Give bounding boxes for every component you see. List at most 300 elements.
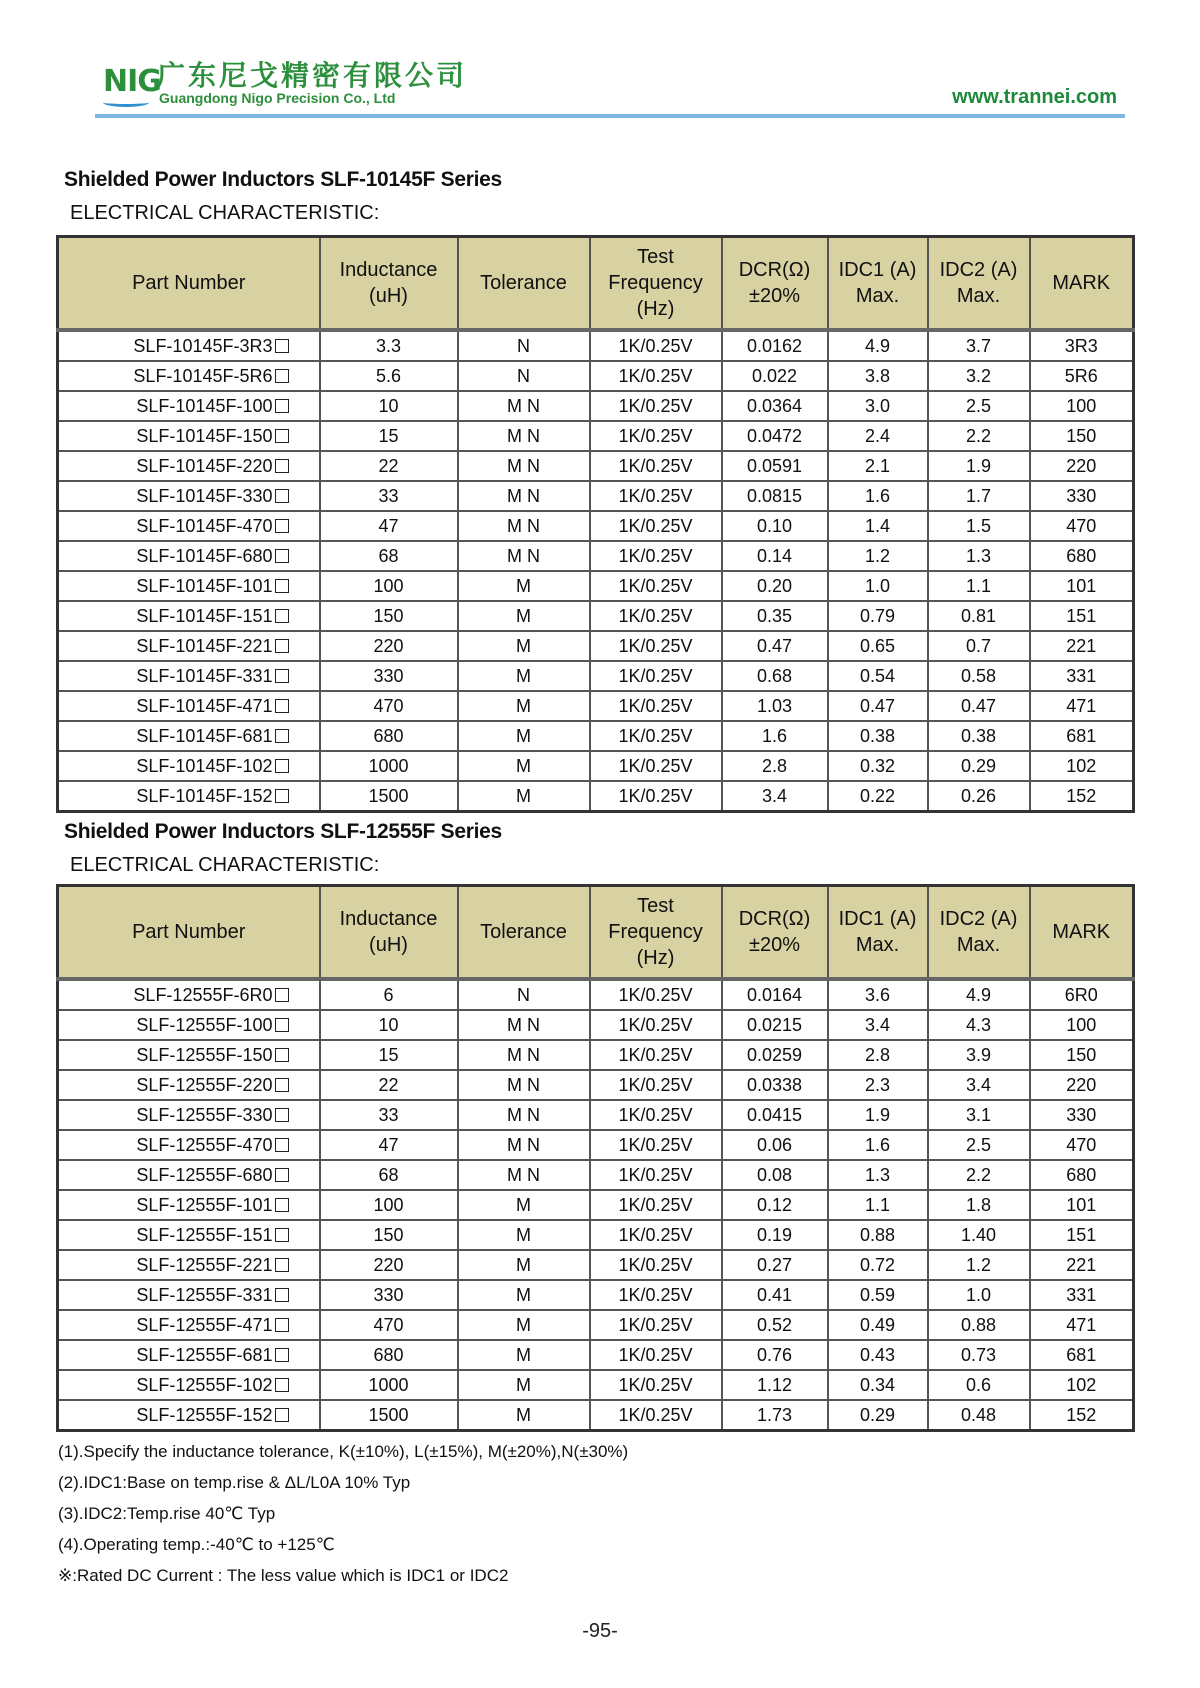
- table-cell: 2.3: [828, 1070, 928, 1100]
- table-cell: 0.0815: [722, 481, 828, 511]
- table-row: [58, 1310, 1134, 1340]
- table-row: [58, 1370, 1134, 1400]
- part-number-text: SLF-10145F-330: [136, 485, 273, 506]
- table-cell: 3.8: [828, 361, 928, 391]
- table-cell: 1K/0.25V: [590, 1040, 722, 1070]
- note-item: (1).Specify the inductance tolerance, K(±10%), L(±15%), M(±20%),N(±30%): [58, 1442, 629, 1461]
- table-row: [58, 571, 1134, 601]
- table-cell: 68: [320, 1160, 458, 1190]
- table-row: [58, 661, 1134, 691]
- table-cell: 0.0164: [722, 979, 828, 1010]
- table-cell: 1K/0.25V: [590, 1190, 722, 1220]
- part-number-cell: [58, 571, 320, 601]
- table-cell: 1K/0.25V: [590, 781, 722, 812]
- tolerance-code-checkbox-icon: [275, 639, 289, 653]
- table-cell: 1K/0.25V: [590, 571, 722, 601]
- part-number-text: SLF-12555F-330: [136, 1104, 273, 1125]
- table-cell: 0.0472: [722, 421, 828, 451]
- table-cell: 15: [320, 1040, 458, 1070]
- table-cell: N: [458, 330, 590, 361]
- table-cell: M N: [458, 451, 590, 481]
- table-cell: 150: [320, 601, 458, 631]
- table-cell: M: [458, 1310, 590, 1340]
- table-cell: M: [458, 661, 590, 691]
- table-cell: 1.3: [928, 541, 1030, 571]
- table-cell: 0.20: [722, 571, 828, 601]
- note-item: (4).Operating temp.:-40℃ to +125℃: [58, 1535, 335, 1554]
- table-cell: M N: [458, 421, 590, 451]
- table-cell: 1000: [320, 1370, 458, 1400]
- table-cell: 1500: [320, 1400, 458, 1431]
- logo-swoosh-icon: [103, 98, 149, 107]
- table-cell: 2.8: [722, 751, 828, 781]
- table-cell: 1K/0.25V: [590, 979, 722, 1010]
- table-cell: 2.4: [828, 421, 928, 451]
- tolerance-code-checkbox-icon: [275, 669, 289, 683]
- tolerance-code-checkbox-icon: [275, 1348, 289, 1362]
- table-row: [58, 1070, 1134, 1100]
- table-cell: M: [458, 781, 590, 812]
- website-link[interactable]: www.trannei.com: [952, 86, 1117, 108]
- table-cell: 1.9: [828, 1100, 928, 1130]
- table-row: [58, 421, 1134, 451]
- table-cell: 0.0591: [722, 451, 828, 481]
- table-cell: 1K/0.25V: [590, 421, 722, 451]
- part-number-text: SLF-12555F-680: [136, 1164, 273, 1185]
- part-number-cell: [58, 1370, 320, 1400]
- table-cell: 1K/0.25V: [590, 691, 722, 721]
- table-cell: 1K/0.25V: [590, 1250, 722, 1280]
- tolerance-code-checkbox-icon: [275, 729, 289, 743]
- table-row: [58, 481, 1134, 511]
- table-cell: 1.9: [928, 451, 1030, 481]
- part-number-text: SLF-10145F-101: [136, 575, 273, 596]
- part-number-text: SLF-10145F-331: [136, 665, 273, 686]
- table-cell: 0.0259: [722, 1040, 828, 1070]
- table-cell: 0.88: [828, 1220, 928, 1250]
- tolerance-code-checkbox-icon: [275, 489, 289, 503]
- part-number-cell: [58, 1100, 320, 1130]
- table-cell: 1K/0.25V: [590, 1010, 722, 1040]
- table-cell: 150: [320, 1220, 458, 1250]
- table-cell: 680: [320, 721, 458, 751]
- table-row: [58, 691, 1134, 721]
- table-cell: 101: [1030, 571, 1134, 601]
- table-cell: 1K/0.25V: [590, 451, 722, 481]
- note-item: (3).IDC2:Temp.rise 40℃ Typ: [58, 1504, 276, 1523]
- table-cell: 2.5: [928, 1130, 1030, 1160]
- table-cell: M N: [458, 511, 590, 541]
- column-header: IDC1 (A) Max.: [828, 886, 928, 980]
- table-cell: 3.4: [722, 781, 828, 812]
- table-cell: 681: [1030, 1340, 1134, 1370]
- table-cell: 1K/0.25V: [590, 1310, 722, 1340]
- table-cell: 1.6: [828, 481, 928, 511]
- table-cell: 0.0338: [722, 1070, 828, 1100]
- table-cell: 0.81: [928, 601, 1030, 631]
- part-number-text: SLF-10145F-3R3: [133, 335, 273, 356]
- table-cell: 1K/0.25V: [590, 1280, 722, 1310]
- table-cell: 22: [320, 1070, 458, 1100]
- note-item: ※:Rated DC Current : The less value which is IDC1 or IDC2: [58, 1566, 509, 1585]
- part-number-text: SLF-12555F-470: [136, 1134, 273, 1155]
- table-row: [58, 751, 1134, 781]
- part-number-text: SLF-12555F-6R0: [133, 984, 273, 1005]
- table-cell: 1K/0.25V: [590, 511, 722, 541]
- part-number-cell: [58, 661, 320, 691]
- table-cell: 680: [320, 1340, 458, 1370]
- section1-title: Shielded Power Inductors SLF-10145F Series: [64, 168, 502, 191]
- table-cell: 1.3: [828, 1160, 928, 1190]
- table-cell: 0.49: [828, 1310, 928, 1340]
- table-cell: M N: [458, 1040, 590, 1070]
- table-row: [58, 541, 1134, 571]
- table-cell: 33: [320, 1100, 458, 1130]
- table-row: [58, 1160, 1134, 1190]
- table-cell: 0.0415: [722, 1100, 828, 1130]
- table-cell: 0.52: [722, 1310, 828, 1340]
- table-body: [58, 330, 1134, 812]
- tolerance-code-checkbox-icon: [275, 1318, 289, 1332]
- table-cell: 1K/0.25V: [590, 361, 722, 391]
- tolerance-code-checkbox-icon: [275, 459, 289, 473]
- table-cell: N: [458, 361, 590, 391]
- table-cell: 1.2: [828, 541, 928, 571]
- tolerance-code-checkbox-icon: [275, 609, 289, 623]
- table-cell: 3.4: [928, 1070, 1030, 1100]
- table-cell: 221: [1030, 631, 1134, 661]
- tolerance-code-checkbox-icon: [275, 1138, 289, 1152]
- table-cell: 0.26: [928, 781, 1030, 812]
- table-cell: 470: [320, 691, 458, 721]
- table-cell: 1.1: [928, 571, 1030, 601]
- part-number-cell: [58, 1040, 320, 1070]
- tolerance-code-checkbox-icon: [275, 429, 289, 443]
- table-cell: M N: [458, 481, 590, 511]
- table-cell: 15: [320, 421, 458, 451]
- table-cell: M: [458, 1370, 590, 1400]
- part-number-text: SLF-12555F-331: [136, 1284, 273, 1305]
- part-number-cell: [58, 721, 320, 751]
- table-cell: 100: [320, 1190, 458, 1220]
- table-cell: 0.35: [722, 601, 828, 631]
- table-row: [58, 1250, 1134, 1280]
- table-cell: 470: [1030, 511, 1134, 541]
- table-cell: M: [458, 751, 590, 781]
- column-header: IDC2 (A) Max.: [928, 886, 1030, 980]
- table-cell: 3R3: [1030, 330, 1134, 361]
- table-cell: 0.54: [828, 661, 928, 691]
- tolerance-code-checkbox-icon: [275, 1108, 289, 1122]
- tolerance-code-checkbox-icon: [275, 1288, 289, 1302]
- table-cell: 0.72: [828, 1250, 928, 1280]
- table-cell: 0.14: [722, 541, 828, 571]
- table-row: [58, 1190, 1134, 1220]
- part-number-cell: [58, 979, 320, 1010]
- table-cell: 221: [1030, 1250, 1134, 1280]
- page-header: [95, 50, 1125, 112]
- table-cell: 2.8: [828, 1040, 928, 1070]
- part-number-cell: [58, 481, 320, 511]
- table-cell: 5R6: [1030, 361, 1134, 391]
- tolerance-code-checkbox-icon: [275, 549, 289, 563]
- tolerance-code-checkbox-icon: [275, 699, 289, 713]
- part-number-text: SLF-10145F-152: [136, 785, 273, 806]
- table-cell: 1.5: [928, 511, 1030, 541]
- page-number: -95-: [582, 1620, 618, 1642]
- column-header: Test Frequency (Hz): [590, 237, 722, 331]
- table-cell: 1.7: [928, 481, 1030, 511]
- table-cell: 0.27: [722, 1250, 828, 1280]
- table-cell: 1K/0.25V: [590, 1400, 722, 1431]
- table-cell: M N: [458, 541, 590, 571]
- table-row: [58, 1010, 1134, 1040]
- tolerance-code-checkbox-icon: [275, 1018, 289, 1032]
- part-number-cell: [58, 1250, 320, 1280]
- table-row: [58, 451, 1134, 481]
- table-cell: M: [458, 631, 590, 661]
- table-row: [58, 1220, 1134, 1250]
- part-number-cell: [58, 421, 320, 451]
- table-cell: 330: [320, 1280, 458, 1310]
- table-row: [58, 1280, 1134, 1310]
- section2-subtitle: ELECTRICAL CHARACTERISTIC:: [70, 854, 380, 876]
- table-cell: 0.10: [722, 511, 828, 541]
- table-cell: 681: [1030, 721, 1134, 751]
- table-cell: 0.22: [828, 781, 928, 812]
- table-row: [58, 1100, 1134, 1130]
- table-cell: 0.68: [722, 661, 828, 691]
- part-number-cell: [58, 1220, 320, 1250]
- part-number-text: SLF-12555F-101: [136, 1194, 273, 1215]
- table-cell: 1.2: [928, 1250, 1030, 1280]
- part-number-text: SLF-12555F-151: [136, 1224, 273, 1245]
- table-row: [58, 511, 1134, 541]
- table-cell: 3.9: [928, 1040, 1030, 1070]
- table-cell: 1K/0.25V: [590, 481, 722, 511]
- table-cell: 220: [320, 1250, 458, 1280]
- table-cell: 3.6: [828, 979, 928, 1010]
- table-cell: 22: [320, 451, 458, 481]
- part-number-text: SLF-12555F-102: [136, 1374, 273, 1395]
- table-cell: 6: [320, 979, 458, 1010]
- tolerance-code-checkbox-icon: [275, 1048, 289, 1062]
- table-cell: 0.47: [928, 691, 1030, 721]
- table-cell: 1K/0.25V: [590, 1100, 722, 1130]
- table-cell: 4.3: [928, 1010, 1030, 1040]
- part-number-cell: [58, 1400, 320, 1431]
- table-cell: 3.1: [928, 1100, 1030, 1130]
- table-cell: 5.6: [320, 361, 458, 391]
- section1-subtitle: ELECTRICAL CHARACTERISTIC:: [70, 202, 380, 224]
- table-cell: 470: [320, 1310, 458, 1340]
- company-name-english: Guangdong Nigo Precision Co., Ltd: [159, 90, 396, 106]
- part-number-text: SLF-10145F-471: [136, 695, 273, 716]
- table-cell: 0.76: [722, 1340, 828, 1370]
- part-number-text: SLF-10145F-221: [136, 635, 273, 656]
- table-cell: 1K/0.25V: [590, 1070, 722, 1100]
- column-header: MARK: [1030, 237, 1134, 331]
- table-cell: 1.03: [722, 691, 828, 721]
- table-cell: 3.0: [828, 391, 928, 421]
- table-cell: 0.29: [928, 751, 1030, 781]
- spec-table-slf-12555f: [56, 884, 1135, 1432]
- section2-title: Shielded Power Inductors SLF-12555F Series: [64, 820, 502, 843]
- table-cell: 100: [1030, 391, 1134, 421]
- table-cell: 0.08: [722, 1160, 828, 1190]
- column-header: Inductance (uH): [320, 237, 458, 331]
- table-cell: 10: [320, 1010, 458, 1040]
- table-row: [58, 1130, 1134, 1160]
- logo-mark: NIG: [103, 64, 161, 99]
- table-cell: M: [458, 721, 590, 751]
- table-row: [58, 391, 1134, 421]
- tolerance-code-checkbox-icon: [275, 369, 289, 383]
- table-cell: 151: [1030, 1220, 1134, 1250]
- part-number-cell: [58, 391, 320, 421]
- table-cell: 220: [1030, 451, 1134, 481]
- table-cell: 1K/0.25V: [590, 1130, 722, 1160]
- table-cell: 152: [1030, 1400, 1134, 1431]
- table-cell: 1K/0.25V: [590, 541, 722, 571]
- part-number-cell: [58, 691, 320, 721]
- table-cell: 0.12: [722, 1190, 828, 1220]
- table-cell: 0.79: [828, 601, 928, 631]
- table-cell: 470: [1030, 1130, 1134, 1160]
- part-number-text: SLF-10145F-220: [136, 455, 273, 476]
- table-cell: 1.0: [828, 571, 928, 601]
- table-cell: M N: [458, 1100, 590, 1130]
- table-row: [58, 361, 1134, 391]
- table-cell: 3.7: [928, 330, 1030, 361]
- table-cell: 47: [320, 1130, 458, 1160]
- table-cell: M: [458, 1250, 590, 1280]
- table-cell: 1.73: [722, 1400, 828, 1431]
- part-number-text: SLF-12555F-150: [136, 1044, 273, 1065]
- part-number-text: SLF-12555F-220: [136, 1074, 273, 1095]
- part-number-text: SLF-10145F-102: [136, 755, 273, 776]
- table-cell: 1500: [320, 781, 458, 812]
- part-number-cell: [58, 601, 320, 631]
- part-number-cell: [58, 361, 320, 391]
- table-cell: 0.41: [722, 1280, 828, 1310]
- table-cell: 0.59: [828, 1280, 928, 1310]
- table-cell: 151: [1030, 601, 1134, 631]
- tolerance-code-checkbox-icon: [275, 1198, 289, 1212]
- part-number-text: SLF-10145F-470: [136, 515, 273, 536]
- column-header: IDC1 (A) Max.: [828, 237, 928, 331]
- tolerance-code-checkbox-icon: [275, 1408, 289, 1422]
- table-row: [58, 721, 1134, 751]
- table-cell: 1K/0.25V: [590, 721, 722, 751]
- column-header: Test Frequency (Hz): [590, 886, 722, 980]
- table-header-row: [58, 886, 1134, 980]
- part-number-cell: [58, 1280, 320, 1310]
- table-cell: 152: [1030, 781, 1134, 812]
- part-number-cell: [58, 1010, 320, 1040]
- table-cell: 4.9: [828, 330, 928, 361]
- tolerance-code-checkbox-icon: [275, 1258, 289, 1272]
- table-cell: 0.43: [828, 1340, 928, 1370]
- table-header-row: [58, 237, 1134, 331]
- table-cell: 6R0: [1030, 979, 1134, 1010]
- part-number-text: SLF-10145F-5R6: [133, 365, 273, 386]
- part-number-cell: [58, 1310, 320, 1340]
- part-number-text: SLF-12555F-152: [136, 1404, 273, 1425]
- table-cell: 680: [1030, 541, 1134, 571]
- part-number-text: SLF-12555F-100: [136, 1014, 273, 1035]
- table-cell: 3.4: [828, 1010, 928, 1040]
- table-cell: M: [458, 571, 590, 601]
- table-cell: 471: [1030, 691, 1134, 721]
- part-number-cell: [58, 541, 320, 571]
- table-cell: 0.0162: [722, 330, 828, 361]
- table-cell: 1.4: [828, 511, 928, 541]
- table-cell: 100: [1030, 1010, 1134, 1040]
- part-number-text: SLF-12555F-221: [136, 1254, 273, 1275]
- column-header: IDC2 (A) Max.: [928, 237, 1030, 331]
- table-cell: 2.2: [928, 421, 1030, 451]
- tolerance-code-checkbox-icon: [275, 1378, 289, 1392]
- table-cell: 1K/0.25V: [590, 1160, 722, 1190]
- tolerance-code-checkbox-icon: [275, 988, 289, 1002]
- table-row: [58, 631, 1134, 661]
- part-number-cell: [58, 1160, 320, 1190]
- table-cell: 1.12: [722, 1370, 828, 1400]
- table-cell: M: [458, 691, 590, 721]
- part-number-cell: [58, 751, 320, 781]
- tolerance-code-checkbox-icon: [275, 519, 289, 533]
- table-row: [58, 979, 1134, 1010]
- part-number-cell: [58, 1070, 320, 1100]
- table-cell: 0.65: [828, 631, 928, 661]
- table-cell: 471: [1030, 1310, 1134, 1340]
- part-number-cell: [58, 511, 320, 541]
- table-cell: 101: [1030, 1190, 1134, 1220]
- spec-table-slf-10145f: [56, 235, 1135, 813]
- part-number-cell: [58, 330, 320, 361]
- table-cell: 2.5: [928, 391, 1030, 421]
- tolerance-code-checkbox-icon: [275, 789, 289, 803]
- column-header: DCR(Ω) ±20%: [722, 886, 828, 980]
- table-row: [58, 1400, 1134, 1431]
- table-cell: 102: [1030, 1370, 1134, 1400]
- tolerance-code-checkbox-icon: [275, 339, 289, 353]
- table-cell: 0.47: [722, 631, 828, 661]
- column-header: Part Number: [58, 886, 320, 980]
- table-cell: 0.47: [828, 691, 928, 721]
- table-cell: 1K/0.25V: [590, 1340, 722, 1370]
- table-row: [58, 1340, 1134, 1370]
- table-cell: 47: [320, 511, 458, 541]
- table-cell: 1.0: [928, 1280, 1030, 1310]
- table-cell: 331: [1030, 661, 1134, 691]
- table-cell: 680: [1030, 1160, 1134, 1190]
- column-header: DCR(Ω) ±20%: [722, 237, 828, 331]
- table-cell: 0.32: [828, 751, 928, 781]
- table-cell: 0.38: [928, 721, 1030, 751]
- part-number-cell: [58, 631, 320, 661]
- part-number-text: SLF-10145F-151: [136, 605, 273, 626]
- table-cell: 330: [1030, 481, 1134, 511]
- part-number-cell: [58, 451, 320, 481]
- table-cell: 100: [320, 571, 458, 601]
- table-cell: 4.9: [928, 979, 1030, 1010]
- part-number-text: SLF-10145F-100: [136, 395, 273, 416]
- table-cell: 1K/0.25V: [590, 1370, 722, 1400]
- table-cell: M: [458, 601, 590, 631]
- column-header: Tolerance: [458, 237, 590, 331]
